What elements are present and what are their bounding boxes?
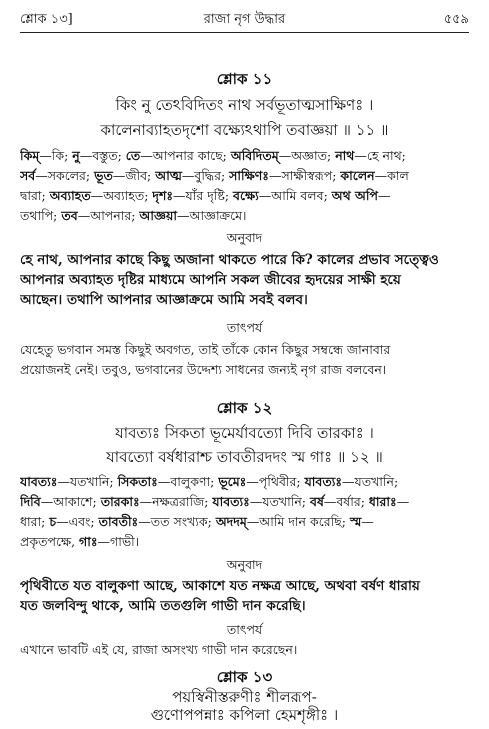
running-header [20,10,469,28]
sanskrit-term: সাক্ষিণঃ [229,168,269,183]
sanskrit-term: তাবতীঃ [98,514,139,529]
synonym-line [20,186,469,206]
sanskrit-term: বর্ষ [309,494,324,509]
sanskrit-term: তব [61,208,78,223]
verse-line: পয়স্বিনীস্তরুণীঃ শীলরূপ- [172,688,317,706]
gloss: —বর্ষার; [323,494,369,509]
gloss: —যতখানি; [249,494,310,509]
text-line: আপনার অব্যাহত দৃষ্টির মাধ্যমে আপনি সকল জীবের হৃদয়ের সাক্ষী হয়ে [20,272,401,288]
sanskrit-term: অবিদিতম্ [230,148,279,163]
gloss: —অব্যাহত; [90,188,153,203]
sanskrit-term: আত্ম [155,168,182,183]
sanskrit-term: যাবত্যঃ [212,494,250,509]
verse-line: যাবত্যো বর্ষধারাশ্চ তাবতীরদদং স্ম গাঃ ॥ ১২ ॥ [106,448,383,466]
gloss: —আকাশে; [40,494,101,509]
sanskrit-term: নাথ [335,148,355,163]
text-line: যেহেতু ভগবান সমস্ত কিছুই অবগত, তাই তাঁকে কোন কিছুর সম্বন্ধে জানাবার [20,342,391,357]
translation [20,576,469,616]
sanskrit-term: ভূত [94,168,113,183]
text-line: আছেন। তথাপি আপনার আজ্ঞাক্রমে আমি সবই বলব। [20,292,308,308]
purport [20,640,469,660]
sanskrit-term: যাবত্যঃ [20,474,58,489]
sanskrit-term: যাবত্যঃ [304,474,343,489]
gloss: —অজ্ঞাত; [278,148,336,163]
text-line: যত জলবিন্দু থাকে, আমি ততগুলি গাভী দান করেছি। [20,598,306,614]
synonym-line [20,512,469,532]
gloss: তথাপি; [20,208,62,223]
sanskrit-term: কালেন [340,168,375,183]
translation-heading: অনুবাদ [226,230,263,245]
sanskrit-term: কিম্ [20,148,40,163]
synonym-line [20,166,469,186]
gloss: —তত সংখ্যক; [138,514,216,529]
purport-heading: তাৎপর্য [226,320,263,335]
gloss: — [377,188,391,203]
sanskrit-term: দিবি [20,494,41,509]
gloss: —যতখানি; [342,474,399,489]
gloss: —জীব; [112,168,156,183]
verse-title: শ্লোক ১২ [216,399,273,417]
sanskrit-term: স্ম [349,514,362,529]
synonyms [20,472,469,552]
sanskrit-term: ধারাঃ [368,494,397,509]
sanskrit-term: নু [72,148,80,163]
gloss: —আপনার; [77,208,140,223]
verse-line: গুণোপপন্নাঃ কপিলা হেমশৃঙ্গীঃ । [150,706,339,724]
synonyms [20,146,469,226]
verse-line: কালেনাব্যাহতদৃশো বক্ষ্যেঽথাপি তবাজ্ঞয়া ॥ ১১ ॥ [100,121,389,139]
gloss: —আমি বলব; [258,188,332,203]
purport [20,340,469,380]
verse-title: শ্লোক ১১ [216,70,273,88]
gloss: —সাক্ষীস্বরূপ; [268,168,341,183]
text-line: এখানে ভাবটি এই যে, রাজা অসংখ্য গাভী দান করেছেন। [20,642,298,657]
synonym-line [20,146,469,166]
sanskrit-term: আজ্ঞয়া [139,208,177,223]
gloss: —কাল [374,168,409,183]
gloss: ধারা; [20,514,50,529]
gloss: —আজ্ঞাক্রমে। [176,208,247,223]
sanskrit-term: তে [125,148,141,163]
text-line: হে নাথ, আপনার কাছে কিছু অজানা থাকতে পারে কি? কালের প্রভাব সত্ত্বেও [20,252,439,268]
sanskrit-term: অথ অপি [331,188,378,203]
sanskrit-term: সর্ব [20,168,36,183]
verse-title: শ্লোক ১৩ [216,668,273,686]
synonym-line [20,472,469,492]
gloss: —আপনার কাছে; [140,148,231,163]
sanskrit-term: তারকাঃ [100,494,140,509]
gloss: —এবং; [56,514,99,529]
gloss: —পৃথিবীর; [246,474,305,489]
gloss: — [396,494,410,509]
sanskrit-term: দৃশঃ [152,188,174,203]
text-line: প্রয়োজনই নেই। তবুও, ভগবানের উদ্দেশ্য সাধনের জন্যই নৃগ রাজ বলবেন। [20,362,387,377]
sanskrit-term: অব্যাহত [49,188,91,203]
sanskrit-term: চ [49,514,57,529]
sanskrit-term: অদদম্ [215,514,247,529]
sanskrit-term: ভূমেঃ [218,474,247,489]
gloss: —বুদ্ধির; [181,168,230,183]
text-line: পৃথিবীতে যত বালুকণা আছে, আকাশে যত নক্ষত্র আছে, অথবা বর্ষণ ধারায় [20,578,420,594]
header-rule [20,32,469,33]
gloss: —নক্ষত্ররাজি; [139,494,213,509]
page-number: ৫৫৯ [443,12,469,27]
gloss: দ্বারা; [20,188,50,203]
synonym-line [20,206,469,226]
sanskrit-term: গাঃ [79,534,98,549]
translation [20,250,469,310]
sanskrit-term: বক্ষ্যে [233,188,259,203]
gloss: —কি; [39,148,73,163]
gloss: —যতখানি; [57,474,118,489]
verse-line: যাবত্যঃ সিকতা ভূমের্যাবত্যো দিবি তারকাঃ । [115,424,374,442]
sanskrit-term: সিকতাঃ [117,474,158,489]
header-chapter-title: রাজা নৃগ উদ্ধার [203,12,286,27]
purport-heading: তাৎপর্য [226,622,263,637]
gloss: প্রকৃতপক্ষে, [20,534,80,549]
gloss: —হে নাথ; [354,148,406,163]
synonym-line [20,492,469,512]
verse-line: কিং নু তেঽবিদিতং নাথ সর্বভূতাত্মসাক্ষিণঃ । [115,96,374,114]
gloss: —আমি দান করেছি; [246,514,350,529]
synonym-line [20,532,469,552]
gloss: —সকলের; [35,168,95,183]
gloss: —যাঁর দৃষ্টি; [173,188,234,203]
translation-heading: অনুবাদ [226,557,263,572]
gloss: — [361,514,374,529]
header-verse-ref: শ্লোক ১৩] [20,12,73,27]
gloss: —বস্তুত; [79,148,126,163]
gloss: —গাভী। [97,534,140,549]
gloss: —বালুকণা; [157,474,219,489]
